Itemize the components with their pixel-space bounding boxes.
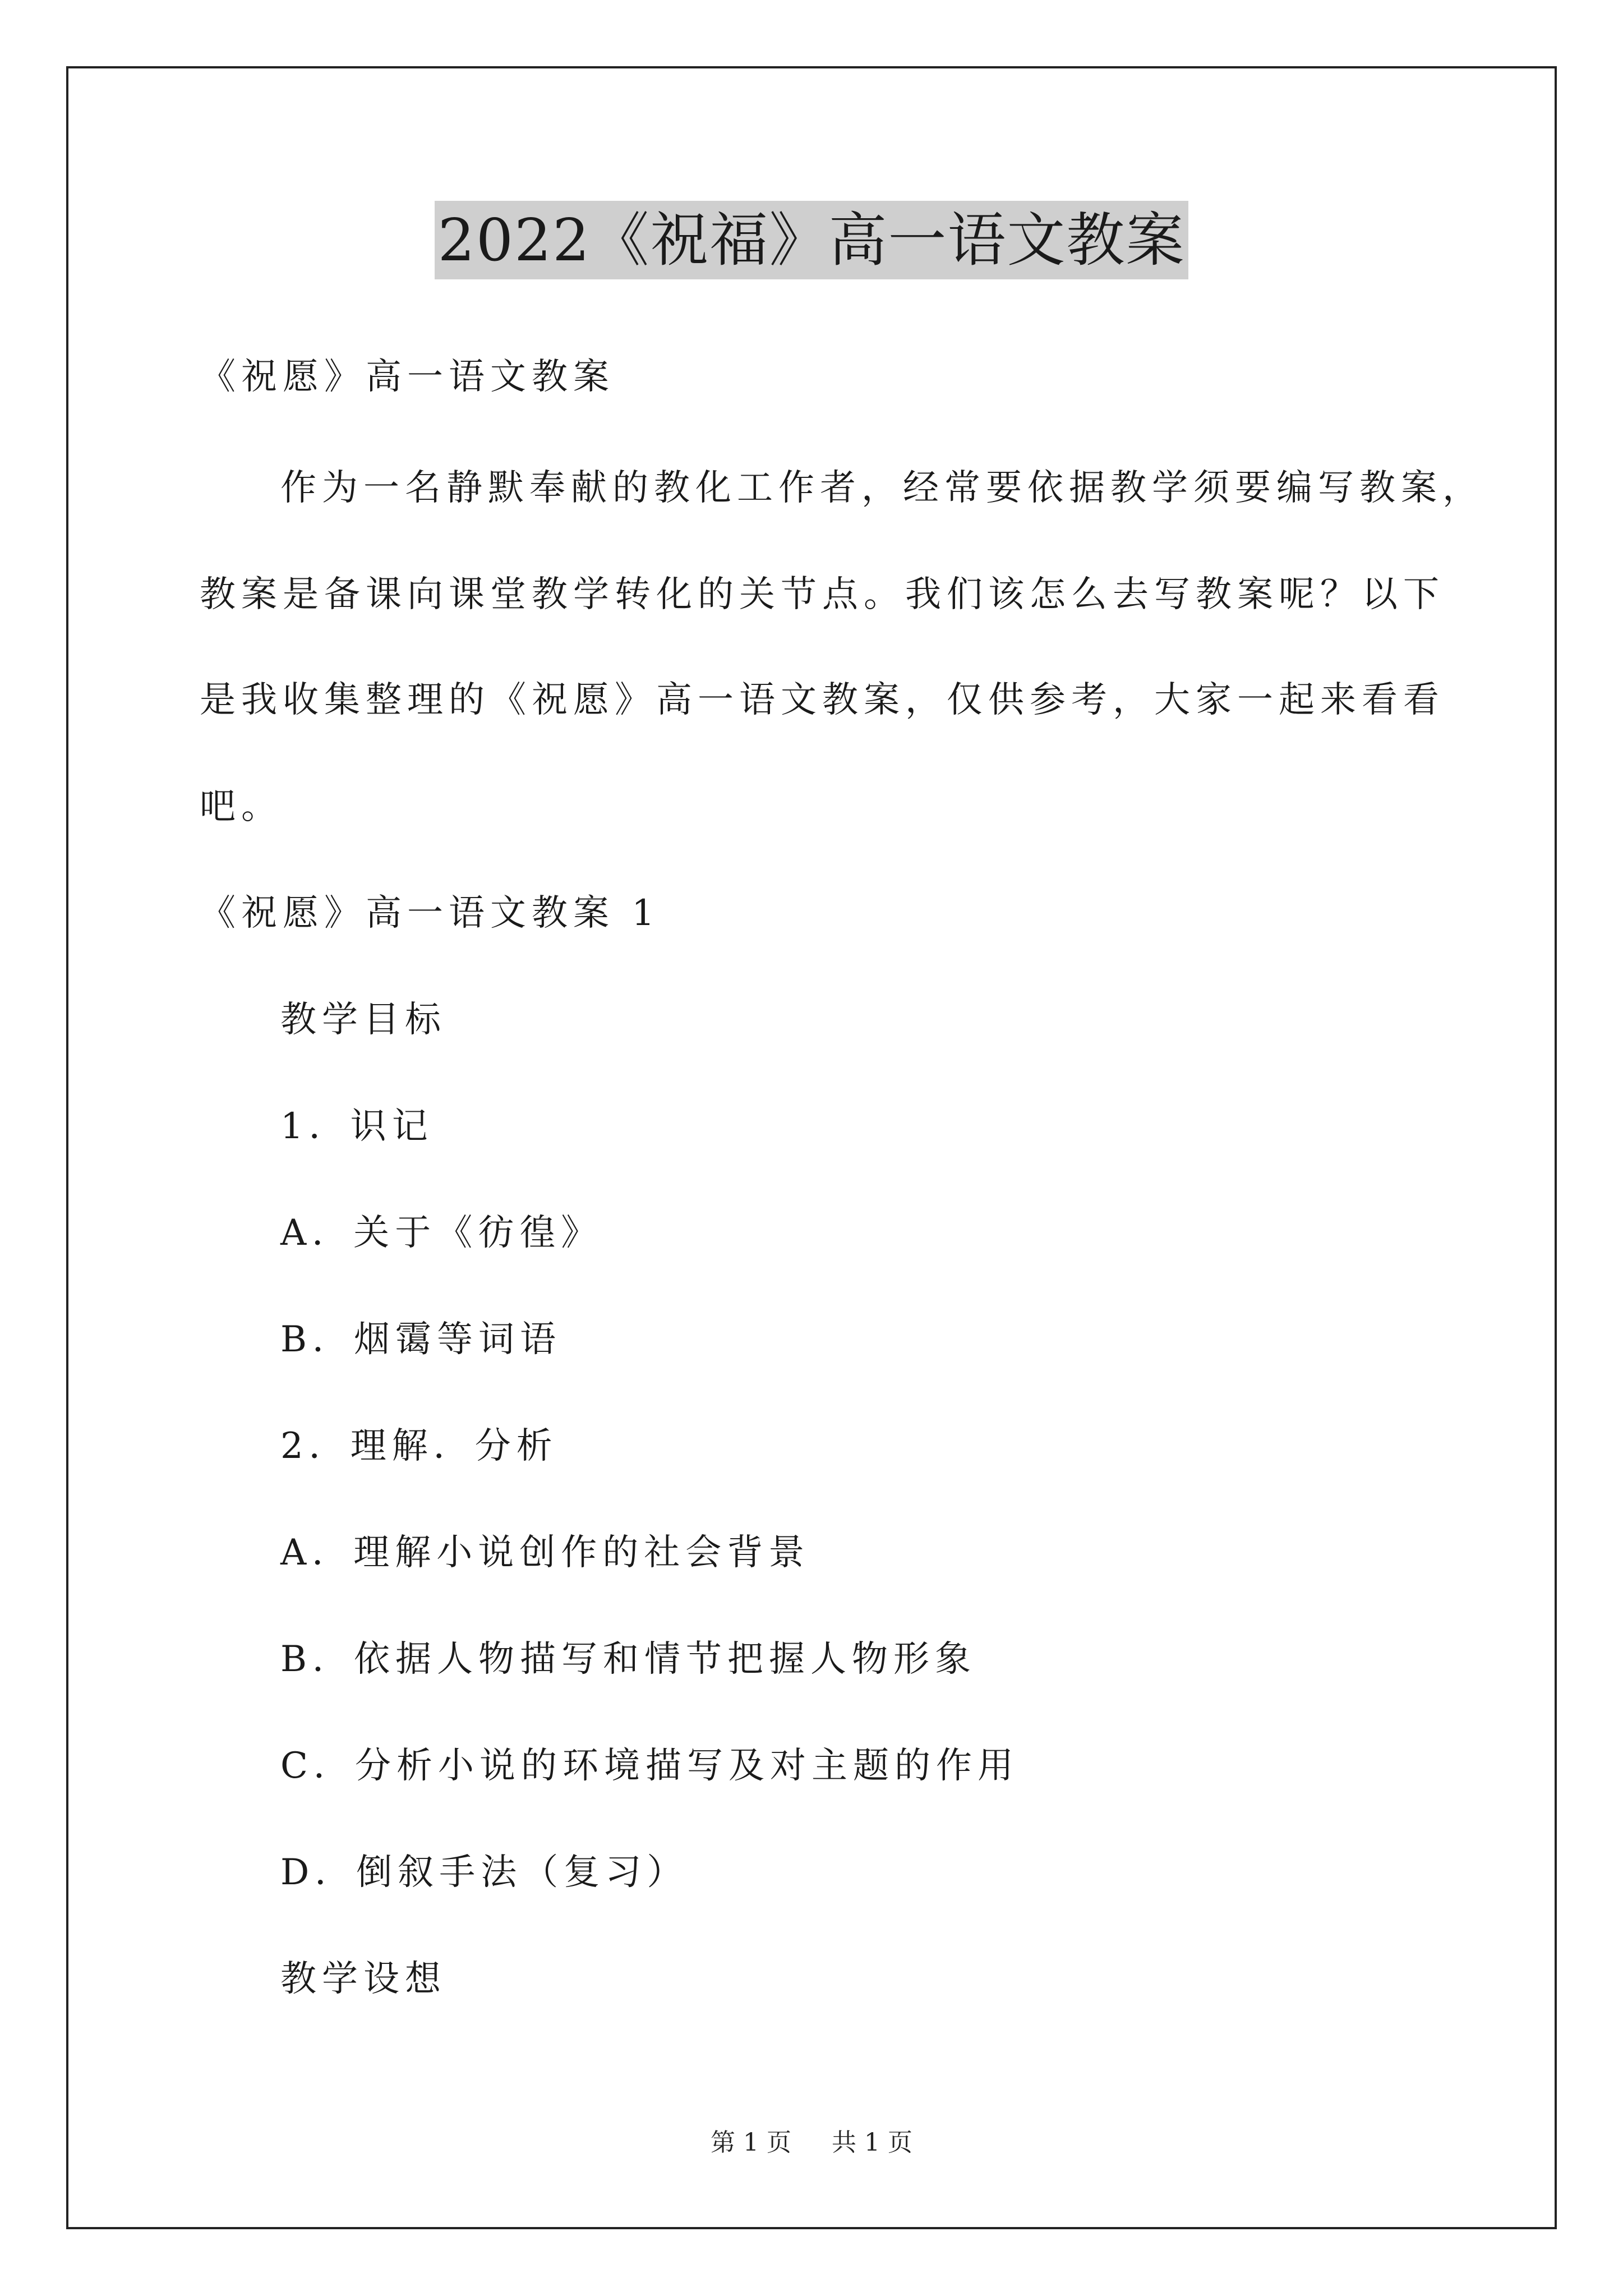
intro-line-4: 吧。 [200, 786, 283, 827]
intro-line-1: 作为一名静默奉献的教化工作者，经常要依据教学须要编写教案， [280, 467, 1484, 509]
subtitle: 《祝愿》高一语文教案 [200, 356, 615, 398]
intro-line-2: 教案是备课向课堂教学转化的关节点。我们该怎么去写教案呢？以下 [200, 574, 1445, 615]
list-item-understand-analyze: 2．理解．分析 [280, 1425, 558, 1467]
section-title: 《祝愿》高一语文教案 1 [200, 892, 661, 934]
list-item-teaching-plan: 教学设想 [280, 1958, 446, 2000]
list-item-teaching-goals: 教学目标 [280, 999, 446, 1041]
intro-line-3: 是我收集整理的《祝愿》高一语文教案，仅供参考，大家一起来看看 [200, 679, 1445, 721]
page-number-current: 第 1 页 [711, 2128, 791, 2157]
list-item-b-characters: B．依据人物描写和情节把握人物形象 [280, 1639, 977, 1680]
list-item-b-words: B．烟霭等词语 [280, 1319, 562, 1360]
page-number-total: 共 1 页 [832, 2128, 912, 2157]
list-item-d-flashback: D．倒叙手法（复习） [280, 1852, 689, 1893]
document-title: 2022《祝福》高一语文教案 [435, 201, 1189, 279]
title-container [0, 201, 1623, 279]
list-item-memorize: 1．识记 [280, 1106, 434, 1147]
list-item-a-background: A．理解小说创作的社会背景 [280, 1532, 810, 1573]
list-item-c-environment: C．分析小说的环境描写及对主题的作用 [280, 1745, 1019, 1787]
page-footer [0, 2126, 1623, 2160]
list-item-a-panghuang: A．关于《彷徨》 [280, 1212, 603, 1254]
